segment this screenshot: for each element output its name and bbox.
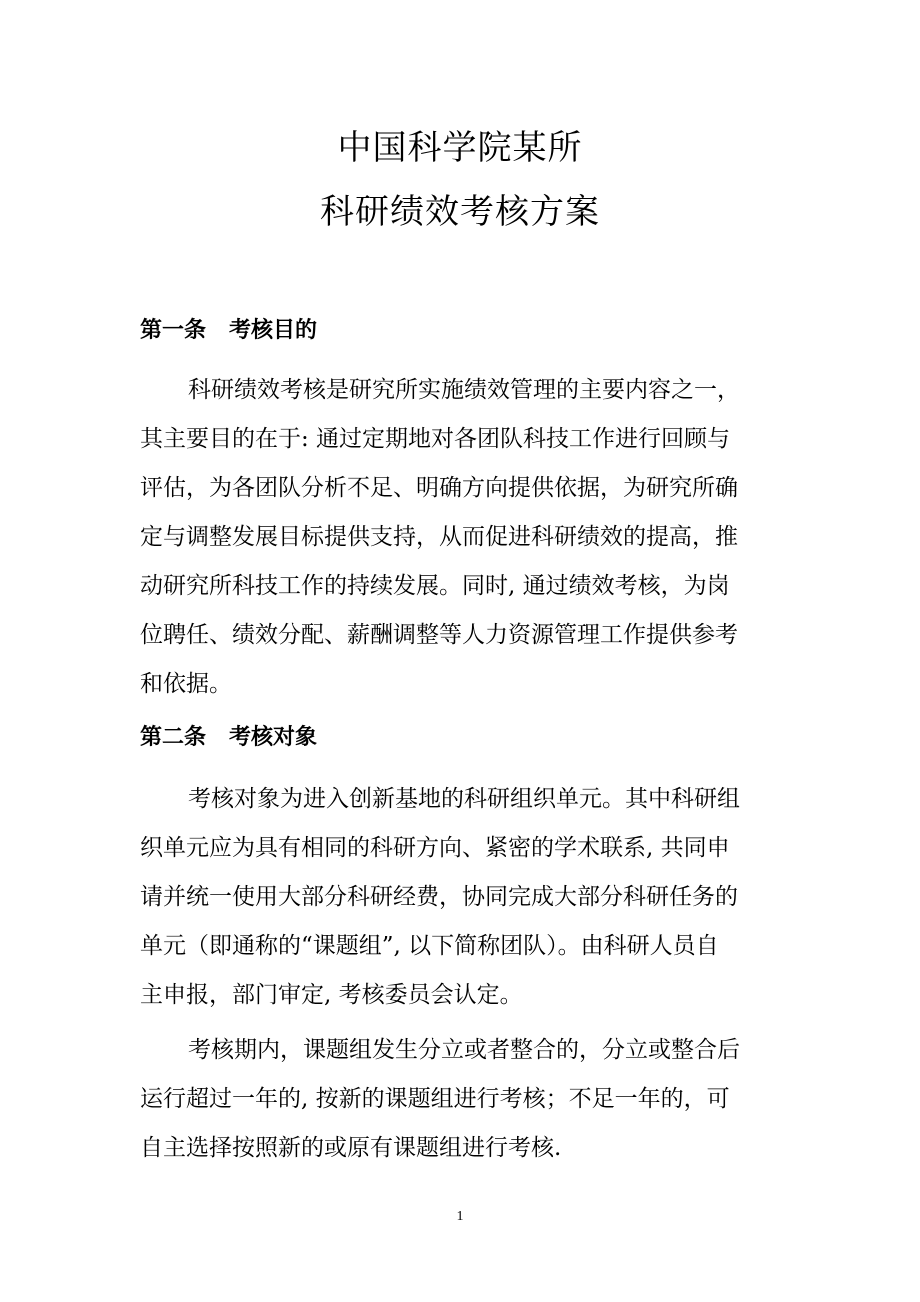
paragraph-line: 织单元应为具有相同的科研方向、紧密的学术联系, 共同申 — [140, 835, 730, 861]
paragraph-line: 定与调整发展目标提供支持，从而促进科研绩效的提高，推 — [140, 524, 738, 550]
paragraph-line: 科研绩效考核是研究所实施绩效管理的主要内容之一， — [188, 377, 740, 403]
paragraph-line: 运行超过一年的, 按新的课题组进行考核；不足一年的，可 — [140, 1086, 730, 1112]
paragraph-line: 单元（即通称的“课题组”, 以下简称团队）。由科研人员自 — [140, 933, 719, 959]
section-paragraph-purpose — [140, 366, 780, 709]
section-paragraph-target-changes — [140, 1026, 780, 1173]
paragraph-line: 评估，为各团队分析不足、明确方向提供依据，为研究所确 — [140, 475, 738, 501]
page-number: 1 — [456, 1209, 464, 1224]
section-paragraph-target-scope — [140, 775, 780, 1020]
paragraph-line: 和依据。 — [140, 671, 232, 697]
paragraph-line: 其主要目的在于: 通过定期地对各团队科技工作进行回顾与 — [140, 426, 731, 452]
section-heading-target: 第二条 考核对象 — [140, 725, 317, 750]
paragraph-line: 主申报，部门审定, 考核委员会认定。 — [140, 982, 523, 1008]
document-title-line-2: 科研绩效考核方案 — [320, 192, 600, 232]
document-title-line-1: 中国科学院某所 — [337, 128, 583, 168]
paragraph-line: 动研究所科技工作的持续发展。同时, 通过绩效考核，为岗 — [140, 573, 730, 599]
paragraph-line: 位聘任、绩效分配、薪酬调整等人力资源管理工作提供参考 — [140, 622, 738, 648]
paragraph-line: 考核对象为进入创新基地的科研组织单元。其中科研组 — [188, 786, 740, 812]
paragraph-line: 自主选择按照新的或原有课题组进行考核. — [140, 1135, 562, 1161]
section-heading-purpose: 第一条 考核目的 — [140, 318, 317, 343]
paragraph-line: 请并统一使用大部分科研经费，协同完成大部分科研任务的 — [140, 884, 738, 910]
paragraph-line: 考核期内，课题组发生分立或者整合的，分立或整合后 — [188, 1037, 740, 1063]
